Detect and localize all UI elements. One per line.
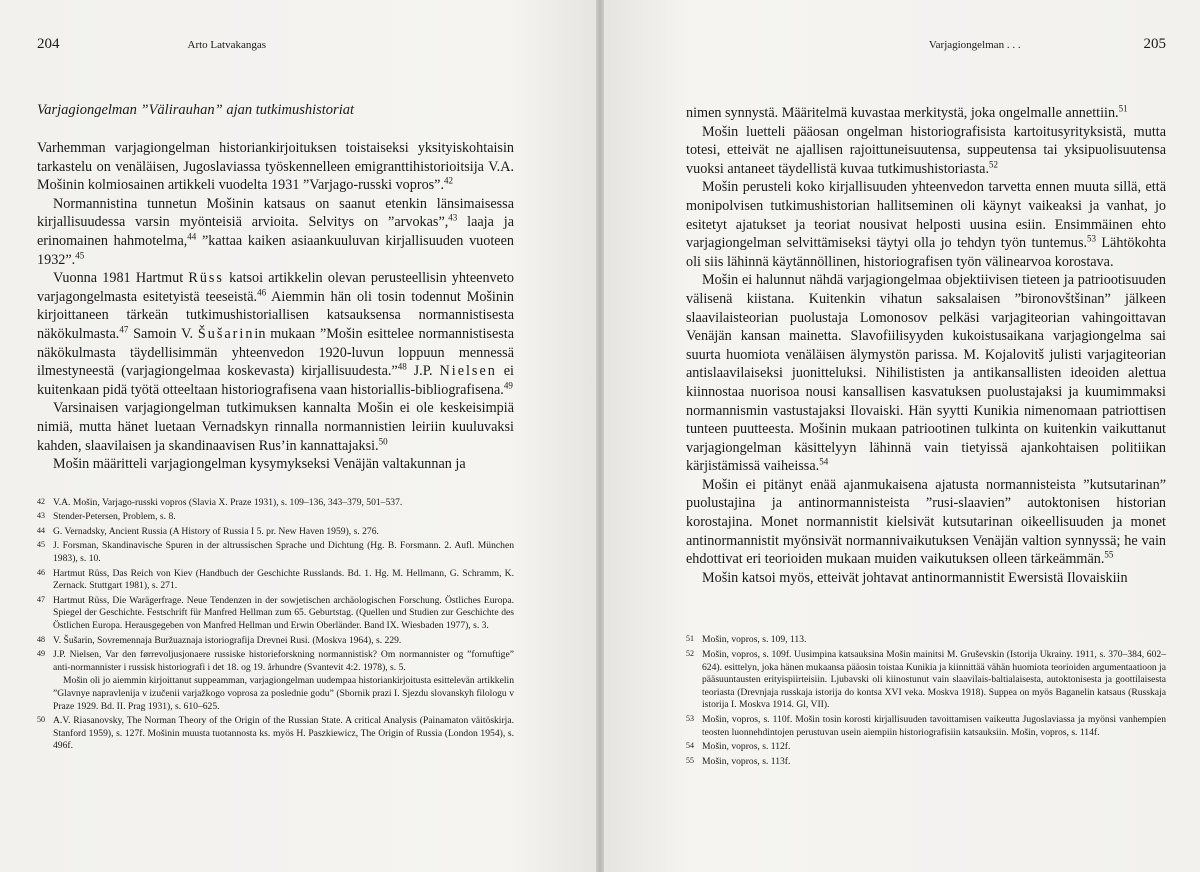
text-run: ei kuitenkaan pidä työtä otteeltaan historiografisena vaan historiallis-bibliografisena. <box>37 363 514 398</box>
footnote-number: 46 <box>37 567 45 577</box>
footnote <box>686 755 1166 769</box>
paragraph <box>686 476 1166 569</box>
left-running-header <box>37 36 514 58</box>
text-run: Mošin ei pitänyt enää ajanmukaisena ajatusta normannisteista ”kutsutarinan” puolustajina ja antinormannisteista ”rusi-slaavien” autoktonisen historian korostajina. Monet normannistit kielsivät kutsutarinan oikeellisuuden ja monet antinormannistit myönsivät normannivaikutuksen Venäjän valtion synnyssä; he vain ehdottivat eri teorioiden mukaan muiden vaikutuksen olleen tärkeämmän. <box>686 476 1166 568</box>
text-run: Mošin määritteli varjagiongelman kysymykseksi Venäjän valtakunnan ja <box>53 456 466 473</box>
left-body-text <box>37 139 514 474</box>
text-run: Varhemman varjagiongelman historiankirjoituksen toistaiseksi yksityiskohtaisin tarkastelu on venäläisen, Jugoslaviassa työskennelleen emigranttihistorioitsija V.A. Mošinin kolmiosainen artikkeli vuodelta 1931 ”Varjago-russki vopros”. <box>37 140 514 194</box>
footnote-text: Mošin, vopros, s. 113f. <box>702 755 791 767</box>
paragraph <box>37 269 514 399</box>
paragraph <box>37 455 514 474</box>
footnote <box>37 496 514 510</box>
footnote <box>37 567 514 593</box>
footnote-text: G. Vernadsky, Ancient Russia (A History of Russia I 5. pr. New Haven 1959), s. 276. <box>53 525 379 537</box>
footnote <box>37 539 514 565</box>
footnote <box>37 594 514 633</box>
footnote <box>686 648 1166 712</box>
text-run: Mošin luetteli pääosan ongelman historiografisista kartoitusyrityksistä, mutta totesi, etteivät ne ajallisen rajoittuneisuutensa, suppeutensa tai yksipuolisuutensa vuoksi antaneet täydellistä kuvaa tutkimushistoriasta. <box>686 123 1166 177</box>
left-running-title: Arto Latvakangas <box>187 39 266 51</box>
author-name: Rüss <box>188 270 224 287</box>
book-gutter <box>596 0 604 872</box>
footnote <box>686 740 1166 754</box>
footnote-ref: 44 <box>187 231 197 242</box>
footnote-number: 53 <box>686 714 694 723</box>
footnote-ref: 51 <box>1118 103 1128 114</box>
right-running-title: Varjagiongelman . . . <box>928 39 1021 51</box>
text-run: Mošin katsoi myös, etteivät johtavat antinormannistit Ewersistä Ilovaiskiin <box>702 569 1128 586</box>
author-name: Nielsen <box>439 363 497 380</box>
paragraph <box>37 139 514 195</box>
author-name: Šušarin <box>197 325 255 342</box>
right-running-header <box>686 36 1166 58</box>
right-footnotes <box>686 633 1166 768</box>
footnote-ref: 50 <box>378 435 388 446</box>
right-body-text <box>686 104 1166 587</box>
footnote-ref: 46 <box>257 287 267 298</box>
paragraph <box>686 569 1166 588</box>
footnote-text: Hartmut Rüss, Die Warägerfrage. Neue Tendenzen in der sowjetischen archäologischen Forschung. Östliches Europa. Spiegel der Geschichte. Festschrift für Manfred Hellman zum 65. Geburtstag. (Quellen und Studien zur Geschichte des Östlichen Europa. Herausgegeben von Manfred Hellman und Erwin Oberländer. Band IX. Wiesbaden 1977), s. 3. <box>53 594 514 632</box>
text-run: laaja ja erinomainen hahmotelma, <box>37 214 514 249</box>
paragraph <box>37 195 514 269</box>
paragraph <box>686 123 1166 179</box>
footnote-ref: 45 <box>75 249 85 260</box>
footnote-number: 52 <box>686 649 694 659</box>
footnote-number: 55 <box>686 755 694 765</box>
footnote-ref: 55 <box>1104 549 1114 560</box>
text-run: Varsinaisen varjagiongelman tutkimuksen kannalta Mošin ei ole keskeisimpiä nimiä, mutta hänet luetaan Vernadskyn rinnalla normannistien leiriin kuuluvaksi kahden, slaavilaisen ja skandinaavisen Rus’in kannattajaksi. <box>37 400 514 454</box>
footnote <box>37 525 514 539</box>
footnote-ref: 43 <box>448 212 458 223</box>
footnote <box>37 648 514 674</box>
footnote-number: 47 <box>37 594 45 604</box>
footnote-number: 45 <box>37 540 45 550</box>
text-run: Mošin ei halunnut nähdä varjagiongelmaa objektiivisen tieteen ja patriootisuuden välisenä kiistana. Kuitenkin vihatun saksalaisen ”bironovštšinan” jälkeen slaavilaisteorian puolustaja Lomonosov pelkäsi varjagiteorian vahingoittavan Venäjän kansan mainetta. Slavofiilisyyden kukoistusaikana varjagiongelma sai suurta huomiota venäläisen älymystön parissa. M. Kojalovitš julisti varjagiteorian antislaavilaiseksi juonitteluksi. Nihilististen ja antikansallisten ideoiden alettua kiinnostaa nuorisoa nousi kansallisen kasvatuksen puolustajaksi ja kuumimmaksi normannismin vastustajaksi Ilovaiski. Hän syytti Kunikia nimenomaan patriottisen tunteen puutteesta. Mošinin mukaan patriootinen tulkinta on kuitenkin vaikuttanut varjagiongelman käsittelyyn lähinnä vain tietyissä ajankohtaisen politiikan kärjistämissä vaiheissa. <box>686 272 1166 475</box>
footnote-ref: 49 <box>503 379 513 390</box>
paragraph <box>686 271 1166 476</box>
footnote <box>37 510 514 524</box>
footnote-ref: 52 <box>989 159 998 170</box>
footnote-ref: 54 <box>819 456 829 467</box>
footnote-number: 48 <box>37 634 45 644</box>
text-run: J.P. <box>406 363 440 380</box>
footnote-ref: 53 <box>1087 233 1097 244</box>
footnote-ref: 48 <box>397 361 407 372</box>
footnote-number: 43 <box>37 511 45 521</box>
footnote-text: Mošin, vopros, s. 110f. Mošin tosin korosti kirjallisuuden tavoittamisen vaikeutta Jugoslaviassa ja myönsi vanhempien teosten luonnehdintojen perustuvan usein aiempiin historiografisiin katsauksiin. Mošin, vopros, s. 114f. <box>702 714 1166 738</box>
footnote-ref: 42 <box>444 175 454 186</box>
footnote-text: J.P. Nielsen, Var den førrevoljusjonaere russiske historieforskning normannistisk? Om normannister og ”fornuftige” anti-normannister i russisk historiografi i det 18. og 19. århundre (Svantevit 4:2. 1978), s. 5. <box>53 649 514 673</box>
footnote-text: Mošin oli jo aiemmin kirjoittanut suppeamman, varjagiongelman uudempaa historiankirjoitusta esittelevän artikkelin ”Glavnye napravlenija v izučenii varjažkogo voprosa za poslednie godu” (Sbornik prazi I. Sjezdu slovanskyh filologu v Praze 1929. Bd. II. Prag 1931), s. 610–625. <box>53 675 514 712</box>
text-run: Samoin V. <box>128 325 198 342</box>
left-footnotes <box>37 496 514 753</box>
paragraph <box>686 178 1166 271</box>
text-run: nimen synnystä. Määritelmä kuvastaa merkitystä, joka ongelmalle annettiin. <box>686 105 1119 121</box>
footnote-number: 51 <box>686 634 694 644</box>
right-page <box>600 0 1200 872</box>
footnote-text: J. Forsman, Skandinavische Spuren in der altrussischen Sprache und Dichtung (Hg. B. Forsmann. 2. Aufl. München 1983), s. 10. <box>53 540 514 565</box>
text-run: katsoi artikkelin olevan perusteellisin yhteenveto varjagongelmasta esitetyistä teeseistä. <box>37 270 514 305</box>
footnote-text: V.A. Mošin, Varjago-russki vopros (Slavia X. Praze 1931), s. 109–136, 343–379, 501–537. <box>53 496 403 508</box>
text-run: Normannistina tunnetun Mošinin katsaus on saanut etenkin länsimaisessa kirjallisuudessa varsin myönteisiä arvioita. Selvitys on ”arvokas”, <box>37 195 514 231</box>
footnote-ref: 47 <box>119 324 129 335</box>
left-page-number: 204 <box>37 36 60 52</box>
right-page-number: 205 <box>1143 36 1166 52</box>
paragraph <box>686 104 1166 123</box>
footnote-text: Mošin, vopros, s. 109f. Uusimpina katsauksina Mošin mainitsi M. Gruševskin (Istorija Ukrainy. 1911, s. 370–384, 602–624). esittelyn, joka hänen mukaansa pääosin toistaa Kunikia ja kiinnittää vähän huomiota teorioiden argumentaatioon ja pääsuuntausten erityispiirteisiin. Ljubavski oli kiinostunut vain slaavilais-baltialaisesta, autoktonisesta ja goottilaisesta teoriasta (Drevnjaja russkaja istorija do kontsa XVI veka. Moskva 1918). Suppea on myös Baganelin katsaus (Russkaja istorija I. Moskva 1914. Gl, VII). <box>702 649 1166 711</box>
footnote-number: 54 <box>686 741 694 751</box>
text-run: Mošin perusteli koko kirjallisuuden yhteenvedon tarvetta ennen muuta sillä, että monipolvisen tutkimushistorian hallitseminen oli käynyt vaikeaksi ja vanhat, jo esitetyt ajatukset ja teoriat nousivat helposti uusina esiin. Ensimmäinen ehto varjagiongelman selvittämiseksi täytyi olla jo tehdyn työn tuntemus. <box>686 179 1166 252</box>
section-heading: Varjagiongelman ”Välirauhan” ajan tutkimushistoriat <box>37 102 355 118</box>
footnote-number: 49 <box>37 649 45 659</box>
footnote <box>37 714 514 753</box>
footnote-number: 50 <box>37 715 45 725</box>
footnote-text: Mošin, vopros, s. 112f. <box>702 741 791 753</box>
paragraph <box>37 399 514 455</box>
footnote-text: A.V. Riasanovsky, The Norman Theory of the Origin of the Russian State. A critical Analysis (Painamaton väitöskirja. Stanford 1959), s. 127f. Mošinin muusta tuotannosta ks. myös H. Paszkiewicz, The Origin of Russia (London 1954), s. 496f. <box>53 715 514 752</box>
footnote-text: Hartmut Rüss, Das Reich von Kiev (Handbuch der Geschichte Russlands. Bd. 1. Hg. M. Hellmann, G. Schramm, K. Zernack. Stuttgart 1981), s. 271. <box>53 567 514 592</box>
footnote-text: Mošin, vopros, s. 109, 113. <box>702 634 807 646</box>
text-run: Aiemmin hän oli tosin todennut Mošinin kirjoittaneen tärkeän tutkimushistoriallisen katsauksensa normannistisesta näkökulmasta. <box>37 288 515 342</box>
footnote-text: Stender-Petersen, Problem, s. 8. <box>53 511 176 523</box>
text-run: Vuonna 1981 Hartmut <box>53 270 189 287</box>
text-run: in mukaan ”Mošin esittelee normannistisesta näkökulmasta täydellisimmän yhteenvedon 1920-luvun loppuun mennessä ilmestyneestä (varjagiongelmaa koskevasta) kirjallisuudesta.” <box>37 325 515 380</box>
footnote <box>37 634 514 648</box>
footnote <box>686 713 1166 739</box>
footnote-number: 44 <box>37 525 45 535</box>
footnote <box>686 633 1166 647</box>
text-run: ”kattaa kaiken asiaankuuluvan kirjallisuuden vuoteen 1932”. <box>37 232 514 268</box>
footnote-text: V. Šušarin, Sovremennaja Buržuaznaja istoriografija Drevnei Rusi. (Moskva 1964), s. 229. <box>53 634 402 646</box>
text-run: Lähtökohta oli siis lähinnä käytännöllinen, historiografisen työn välinearvoa korostava. <box>686 235 1166 270</box>
footnote <box>37 675 514 713</box>
footnote-number: 42 <box>37 496 45 506</box>
